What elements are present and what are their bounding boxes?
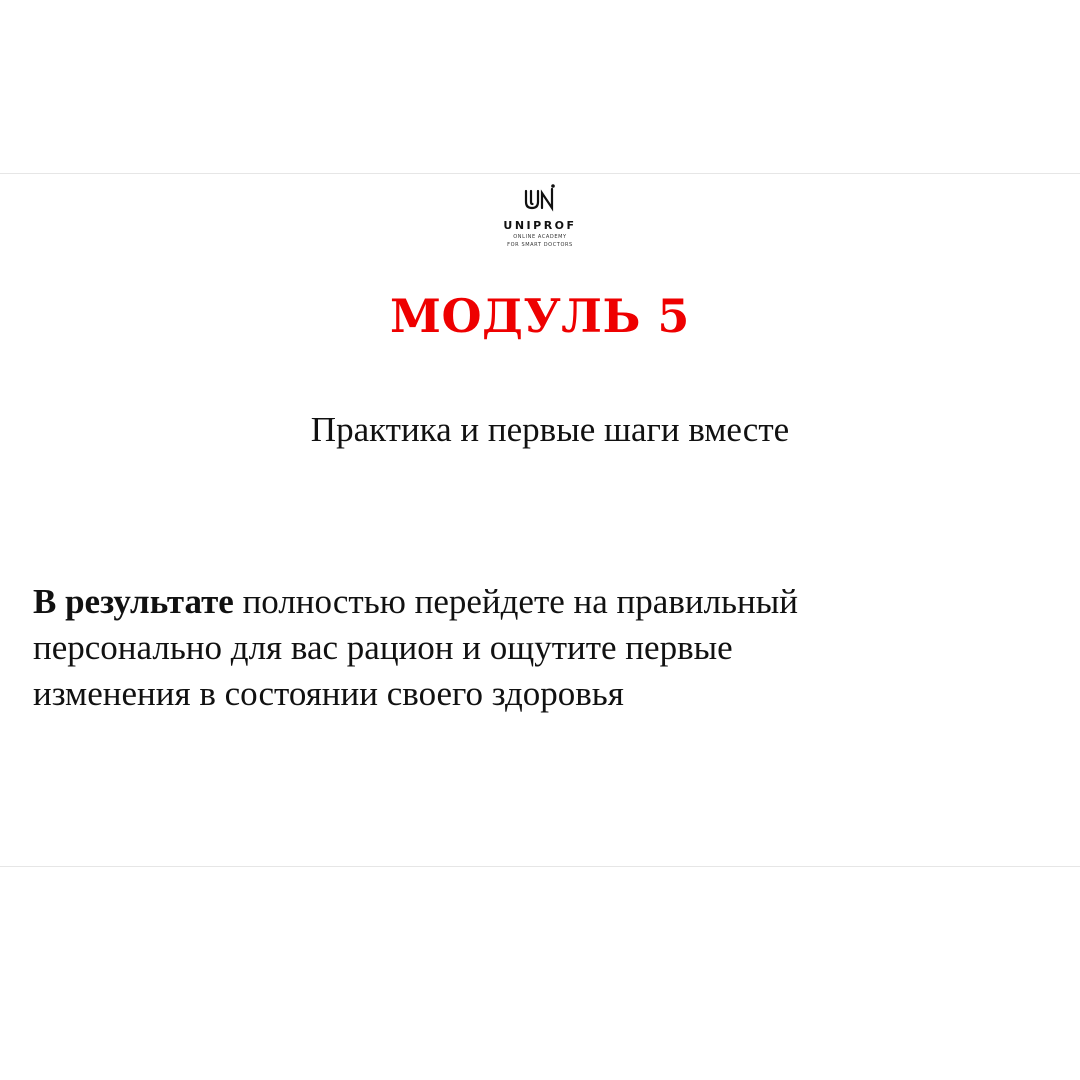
result-line1: полностью перейдете на правильный <box>233 582 798 621</box>
result-line2: персонально для вас рацион и ощутите первые <box>33 628 733 667</box>
result-line3: изменения в состоянии своего здоровья <box>33 674 624 713</box>
uniprof-monogram-icon <box>520 183 560 213</box>
slide-card <box>0 173 1080 867</box>
module-subtitle: Практика и первые шаги вместе <box>310 410 790 449</box>
uniprof-logo <box>0 183 1080 248</box>
result-lead: В результате <box>33 582 234 621</box>
module-title: МОДУЛЬ 5 <box>390 289 690 343</box>
logo-tagline-2: FOR SMART DOCTORS <box>507 242 573 248</box>
logo-tagline: ONLINE ACADEMY <box>513 234 567 240</box>
logo-name: UNIPROF <box>503 219 577 232</box>
result-paragraph <box>33 579 1073 717</box>
